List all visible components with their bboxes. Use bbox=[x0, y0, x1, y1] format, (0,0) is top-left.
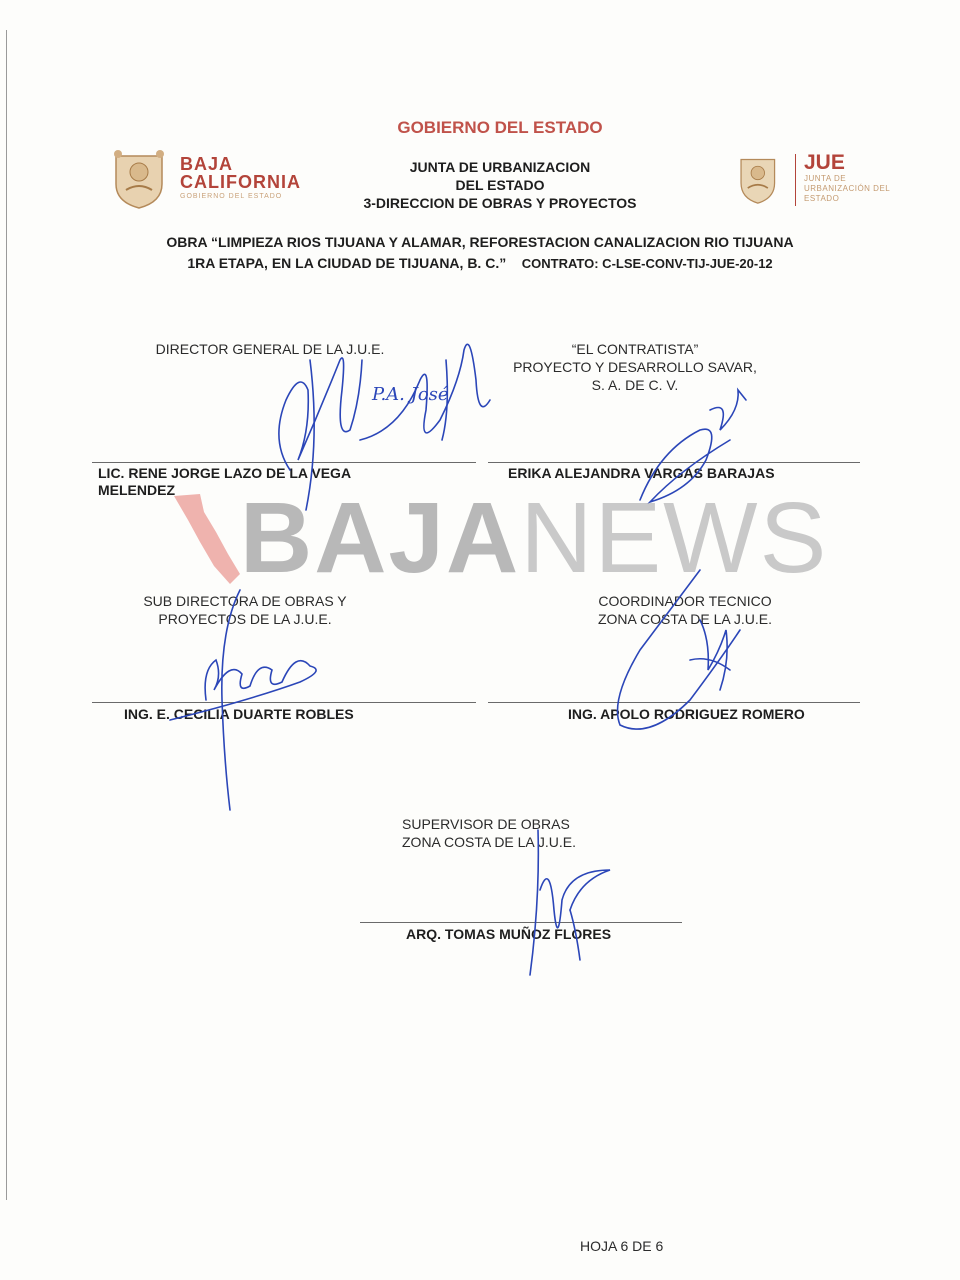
director-name-line-1: LIC. RENE JORGE LAZO DE LA VEGA bbox=[98, 465, 352, 481]
signature-annotation: P.A. José bbox=[372, 384, 449, 405]
contract-number: CONTRATO: C-LSE-CONV-TIJ-JUE-20-12 bbox=[521, 256, 773, 271]
jue-logo-sub-3: ESTADO bbox=[804, 194, 840, 203]
watermark-bold: BAJA bbox=[240, 482, 521, 594]
director-name-line-2: MELENDEZ bbox=[98, 482, 175, 498]
junta-heading bbox=[330, 158, 670, 212]
jue-emblem-icon bbox=[736, 146, 788, 215]
coordinador-role-line-1: COORDINADOR TECNICO bbox=[598, 593, 772, 609]
supervisor-signature bbox=[510, 820, 620, 980]
jue-logo-divider bbox=[795, 154, 796, 206]
page-number: HOJA 6 DE 6 bbox=[580, 1238, 664, 1254]
subdirectora-signature bbox=[150, 590, 340, 810]
coordinador-name: ING. APOLO RODRIGUEZ ROMERO bbox=[568, 706, 805, 722]
subdirectora-role-line-2: PROYECTOS DE LA J.U.E. bbox=[158, 611, 332, 627]
obra-line-2: 1RA ETAPA, EN LA CIUDAD DE TIJUANA, B. C.” bbox=[187, 255, 507, 271]
page-left-rule bbox=[6, 30, 7, 1200]
jue-logo-name: JUE bbox=[804, 151, 845, 174]
baja-california-emblem-icon bbox=[108, 146, 170, 215]
watermark-light: NEWS bbox=[520, 482, 829, 594]
gov-title: GOBIERNO DEL ESTADO bbox=[397, 118, 603, 137]
jue-logo-sub-1: JUNTA DE bbox=[804, 174, 847, 183]
junta-line-2: DEL ESTADO bbox=[455, 177, 545, 193]
supervisor-name: ARQ. TOMAS MUÑOZ FLORES bbox=[406, 926, 612, 942]
contratista-name: ERIKA ALEJANDRA VARGAS BARAJAS bbox=[508, 465, 775, 481]
subdirectora-name: ING. E. CECILIA DUARTE ROBLES bbox=[124, 706, 354, 722]
obra-line-1: OBRA “LIMPIEZA RIOS TIJUANA Y ALAMAR, REFORESTACION CANALIZACION RIO TIJUANA bbox=[166, 234, 794, 250]
coordinador-role-line-2: ZONA COSTA DE LA J.U.E. bbox=[597, 611, 772, 627]
obra-title bbox=[60, 232, 900, 274]
contratista-role-line-3: S. A. DE C. V. bbox=[591, 377, 679, 393]
jue-logo-sub-2: URBANIZACIÓN DEL bbox=[804, 184, 891, 193]
director-role-line-1: DIRECTOR GENERAL DE LA J.U.E. bbox=[155, 341, 385, 357]
junta-line-1: JUNTA DE URBANIZACION bbox=[409, 159, 591, 175]
contratista-role-line-2: PROYECTO Y DESARROLLO SAVAR, bbox=[513, 359, 757, 375]
baja-map-icon bbox=[170, 492, 250, 587]
bc-logo-tagline: GOBIERNO DEL ESTADO bbox=[180, 193, 283, 200]
supervisor-role-line-2: ZONA COSTA DE LA J.U.E. bbox=[402, 834, 577, 850]
bc-logo-line1: BAJA bbox=[180, 154, 234, 174]
baja-california-logo bbox=[180, 155, 301, 200]
contratista-signature bbox=[620, 380, 770, 520]
coordinador-signature bbox=[600, 560, 760, 740]
supervisor-role-line-1: SUPERVISOR DE OBRAS bbox=[402, 816, 570, 832]
subdirectora-role-line-1: SUB DIRECTORA DE OBRAS Y bbox=[143, 593, 347, 609]
bc-logo-line2: CALIFORNIA bbox=[180, 172, 301, 192]
junta-line-3: 3-DIRECCION DE OBRAS Y PROYECTOS bbox=[363, 195, 637, 211]
contratista-role-line-1: “EL CONTRATISTA” bbox=[571, 341, 699, 357]
director-signature bbox=[250, 320, 510, 520]
jue-logo bbox=[804, 152, 890, 204]
